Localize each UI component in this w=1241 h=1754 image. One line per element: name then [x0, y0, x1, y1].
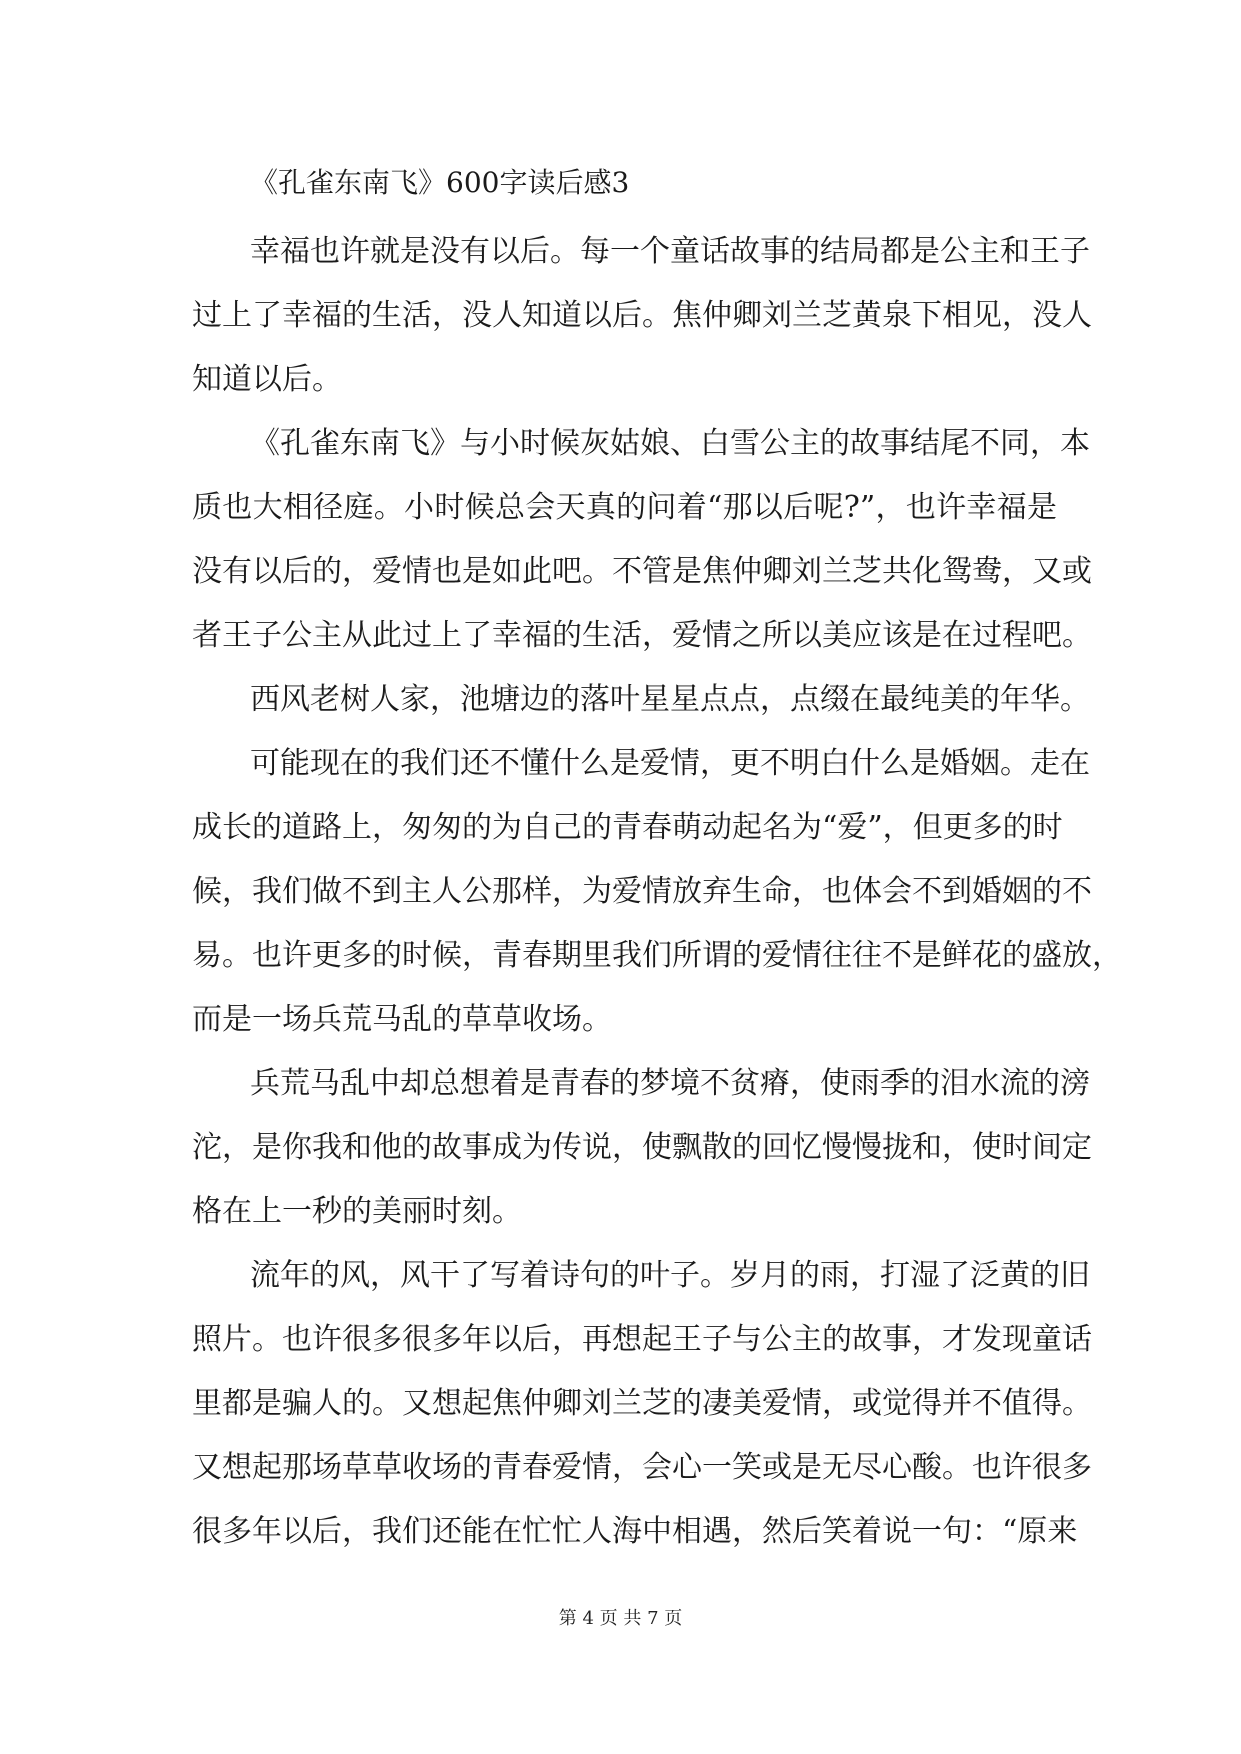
paragraph-line: 易。也许更多的时候，青春期里我们所谓的爱情往往不是鲜花的盛放，: [192, 938, 1122, 973]
paragraph: [192, 1052, 1092, 1244]
paragraph-line: 里都是骗人的。又想起焦仲卿刘兰芝的凄美爱情，或觉得并不值得。: [192, 1386, 1092, 1421]
paragraph-line: 候，我们做不到主人公那样，为爱情放弃生命，也体会不到婚姻的不: [192, 874, 1092, 909]
paragraph-line: 成长的道路上，匆匆的为自己的青春萌动起名为“爱”，但更多的时: [192, 810, 1063, 845]
paragraph-line: 又想起那场草草收场的青春爱情，会心一笑或是无尽心酸。也许很多: [192, 1450, 1092, 1485]
page-number-footer: 第 4 页 共 7 页: [558, 1608, 683, 1629]
paragraph-line: 沱，是你我和他的故事成为传说，使飘散的回忆慢慢拢和，使时间定: [192, 1130, 1092, 1165]
paragraph: [192, 412, 1092, 668]
paragraph: [192, 220, 1092, 412]
paragraph-line: 《孔雀东南飞》与小时候灰姑娘、白雪公主的故事结尾不同，本: [250, 426, 1090, 461]
paragraph-line: 过上了幸福的生活，没人知道以后。焦仲卿刘兰芝黄泉下相见，没人: [192, 298, 1092, 333]
paragraph-line: 很多年以后，我们还能在忙忙人海中相遇，然后笑着说一句：“原来: [192, 1514, 1078, 1549]
paragraph-line: 而是一场兵荒马乱的草草收场。: [192, 1002, 612, 1037]
paragraph-line: 流年的风，风干了写着诗句的叶子。岁月的雨，打湿了泛黄的旧: [250, 1258, 1090, 1293]
paragraph-line: 没有以后的，爱情也是如此吧。不管是焦仲卿刘兰芝共化鸳鸯，又或: [192, 554, 1092, 589]
paragraph-line: 格在上一秒的美丽时刻。: [192, 1194, 522, 1229]
paragraph-line: 质也大相径庭。小时候总会天真的问着“那以后呢?”，也许幸福是: [192, 490, 1057, 525]
paragraph-line: 者王子公主从此过上了幸福的生活，爱情之所以美应该是在过程吧。: [192, 618, 1092, 653]
paragraph-line: 知道以后。: [192, 362, 342, 397]
paragraph: [192, 732, 1122, 1052]
document-body: [192, 158, 1122, 1564]
paragraph: [192, 1244, 1092, 1564]
paragraph-line: 幸福也许就是没有以后。每一个童话故事的结局都是公主和王子: [250, 234, 1090, 269]
paragraph-line: 兵荒马乱中却总想着是青春的梦境不贫瘠，使雨季的泪水流的滂: [250, 1066, 1090, 1101]
paragraph: [192, 668, 1090, 732]
essay-title: 《孔雀东南飞》600字读后感3: [250, 166, 630, 199]
paragraph-line: 可能现在的我们还不懂什么是爱情，更不明白什么是婚姻。走在: [250, 746, 1090, 781]
paragraph-line: 照片。也许很多很多年以后，再想起王子与公主的故事，才发现童话: [192, 1322, 1092, 1357]
paragraph-line: 西风老树人家，池塘边的落叶星星点点，点缀在最纯美的年华。: [250, 682, 1090, 717]
